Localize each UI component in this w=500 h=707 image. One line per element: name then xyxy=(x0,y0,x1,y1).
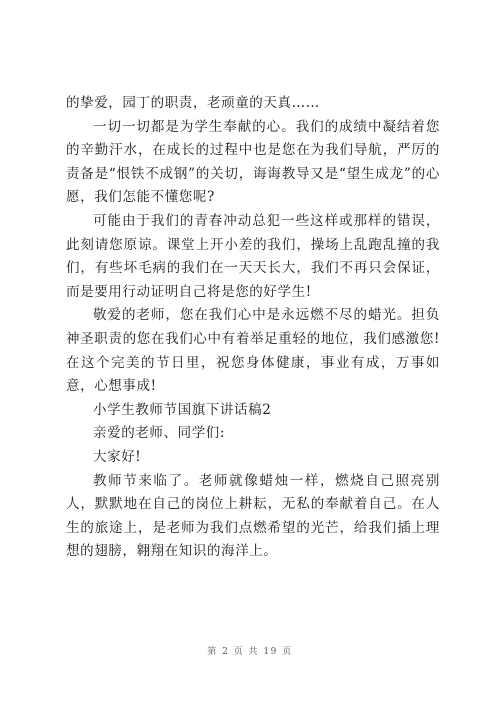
section-heading: 小学生教师节国旗下讲话稿2 xyxy=(93,401,272,418)
paragraph: 一切一切都是为学生奉献的心。我们的成绩中凝结着您的辛勤汗水，在成长的过程中也是您在为我们导航，严厉的责备是“恨铁不成钢”的关切，诲诲教导又是“望生成龙”的心愿，我们怎能不懂您呢? xyxy=(66,118,440,206)
paragraph: 可能由于我们的青春冲动总犯一些这样或那样的错误，此刻请您原谅。课堂上开小差的我们，操场上乱跑乱撞的我们，有些坏毛病的我们在一天天长大，我们不再只会保证，而是要用行动证明自己将是您的好学生! xyxy=(66,212,440,300)
greeting: 大家好! xyxy=(93,448,142,465)
paragraph: 的挚爱，园丁的职责，老顽童的天真…… xyxy=(66,95,320,111)
paragraph: 敬爱的老师，您在我们心中是永远燃不尽的蜡光。担负神圣职责的您在我们心中有着举足重轻的地位，我们感激您!在这个完美的节日里，祝您身体健康，事业有成，万事如意，心想事成! xyxy=(66,307,440,395)
paragraph: 教师节来临了。老师就像蜡烛一样，燃烧自己照亮别人，默默地在自己的岗位上耕耘，无私的奉献着自己。在人生的旅途上，是老师为我们点燃希望的光芒，给我们插上理想的翅膀，翱翔在知识的海洋上。 xyxy=(66,472,440,560)
salutation: 亲爱的老师、同学们: xyxy=(93,425,226,442)
document-body xyxy=(66,92,440,564)
page-number-footer: 第 2 页 共 19 页 xyxy=(207,647,293,657)
